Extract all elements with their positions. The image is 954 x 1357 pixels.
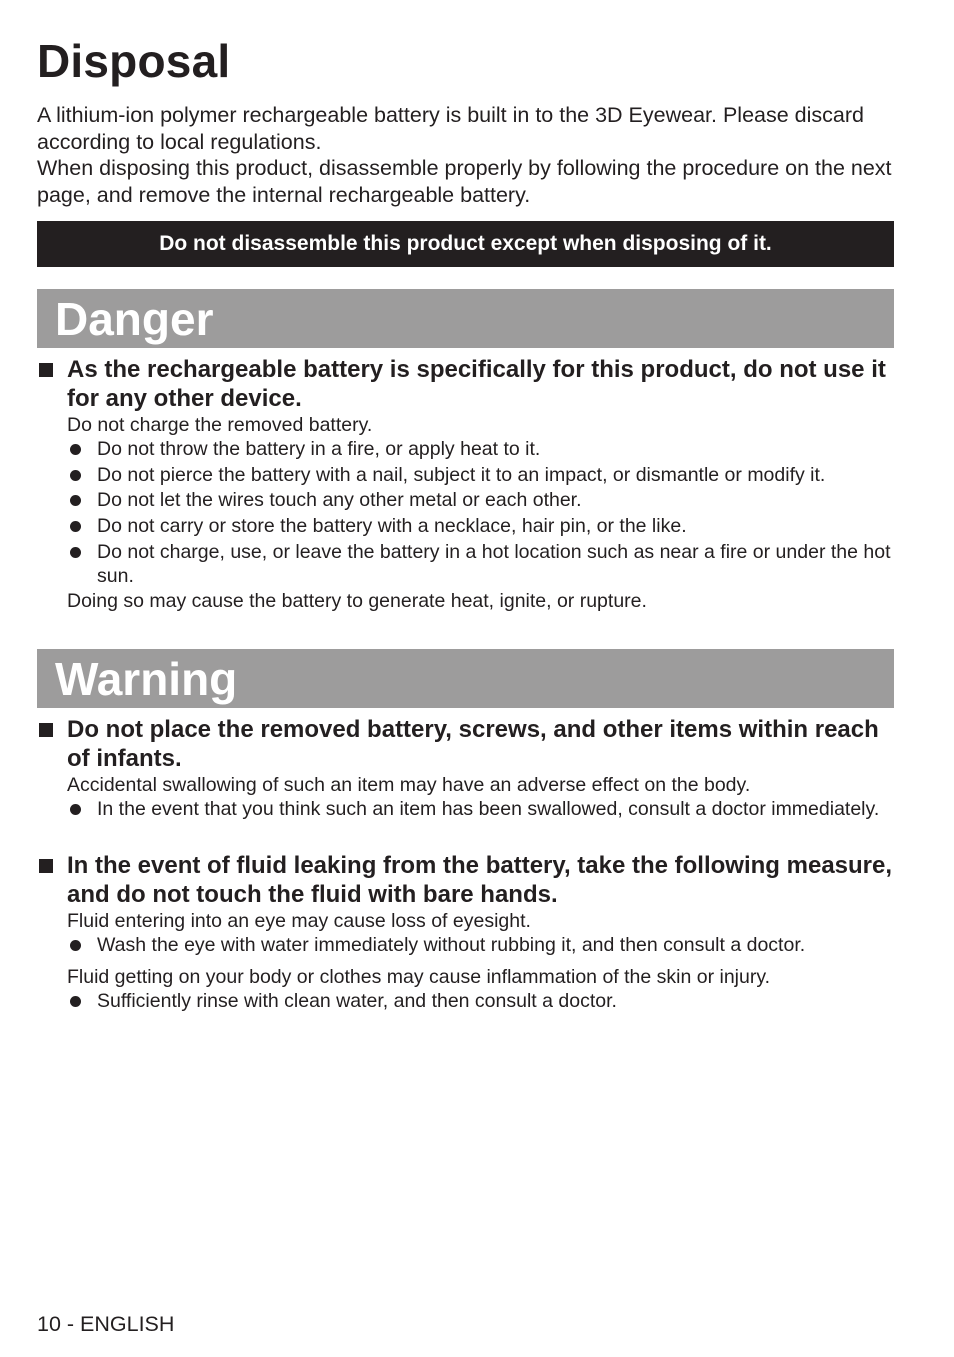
page-footer: 10 - ENGLISH xyxy=(37,1312,175,1336)
intro-paragraph-1: A lithium-ion polymer rechargeable battery is built in to the 3D Eyewear. Please discard according to local regulations. xyxy=(37,103,864,154)
round-bullet-icon xyxy=(70,547,81,558)
list-item: Do not throw the battery in a fire, or apply heat to it. xyxy=(67,437,897,461)
list-item: Do not charge, use, or leave the battery in a hot location such as near a fire or under the hot sun. xyxy=(67,540,897,588)
round-bullet-icon xyxy=(70,996,81,1007)
list-item: Wash the eye with water immediately without rubbing it, and then consult a doctor. xyxy=(67,933,897,957)
danger-closing: Doing so may cause the battery to generate heat, ignite, or rupture. xyxy=(67,590,647,613)
list-item: Do not pierce the battery with a nail, subject it to an impact, or dismantle or modify it. xyxy=(67,463,897,487)
warning-infants-bullet-list xyxy=(37,797,897,821)
round-bullet-icon xyxy=(70,444,81,455)
danger-lead: Do not charge the removed battery. xyxy=(67,414,373,436)
square-bullet-icon xyxy=(39,363,53,377)
round-bullet-icon xyxy=(70,521,81,532)
warning-infants-lead: Accidental swallowing of such an item may have an adverse effect on the body. xyxy=(67,774,751,796)
warning-band: Warning xyxy=(37,649,894,709)
intro-text xyxy=(37,102,907,208)
warning-section-fluid xyxy=(37,851,897,1014)
square-bullet-icon xyxy=(39,723,53,737)
intro-paragraph-2: When disposing this product, disassemble properly by following the procedure on the next page, and remove the internal rechargeable battery. xyxy=(37,156,892,207)
warning-heading-fluid xyxy=(37,851,897,909)
list-item: Do not let the wires touch any other metal or each other. xyxy=(67,488,897,512)
danger-heading-text: As the rechargeable battery is specifically for this product, do not use it for any other device. xyxy=(67,356,886,412)
round-bullet-icon xyxy=(70,495,81,506)
warning-heading-infants xyxy=(37,715,897,773)
warning-section-infants xyxy=(37,715,897,823)
danger-bullet-list xyxy=(37,437,897,588)
disassembly-notice-bar: Do not disassemble this product except when disposing of it. xyxy=(37,221,894,267)
round-bullet-icon xyxy=(70,470,81,481)
warning-fluid-lead-eye: Fluid entering into an eye may cause loss of eyesight. xyxy=(67,910,531,932)
list-item: Sufficiently rinse with clean water, and then consult a doctor. xyxy=(67,989,897,1013)
warning-fluid-eye-bullet-list xyxy=(37,933,897,957)
page-title: Disposal xyxy=(37,35,231,87)
list-item: In the event that you think such an item has been swallowed, consult a doctor immediately. xyxy=(67,797,897,821)
danger-heading xyxy=(37,355,897,413)
danger-band: Danger xyxy=(37,289,894,349)
warning-fluid-lead-body: Fluid getting on your body or clothes may cause inflammation of the skin or injury. xyxy=(67,965,771,988)
danger-section xyxy=(37,355,897,613)
warning-heading-infants-text: Do not place the removed battery, screws, and other items within reach of infants. xyxy=(67,716,879,772)
list-item: Do not carry or store the battery with a necklace, hair pin, or the like. xyxy=(67,514,897,538)
warning-heading-fluid-text: In the event of fluid leaking from the battery, take the following measure, and do not touch the fluid with bare hands. xyxy=(67,852,893,908)
square-bullet-icon xyxy=(39,859,53,873)
round-bullet-icon xyxy=(70,804,81,815)
round-bullet-icon xyxy=(70,940,81,951)
warning-fluid-body-bullet-list xyxy=(37,989,897,1013)
